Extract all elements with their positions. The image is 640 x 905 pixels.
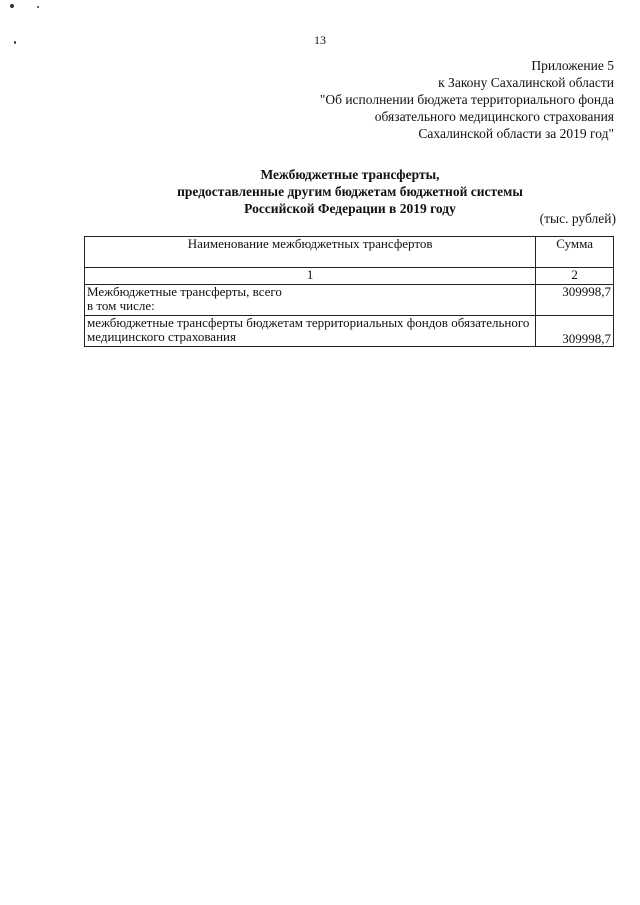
appendix-line: Приложение 5: [531, 58, 614, 73]
row-name-line: Межбюджетные трансферты, всего: [87, 284, 282, 299]
units-label: (тыс. рублей): [539, 211, 616, 226]
appendix-line: обязательного медицинского страхования: [374, 109, 614, 124]
appendix-line: к Закону Сахалинской области: [438, 75, 614, 90]
page-number: 13: [314, 33, 326, 47]
scan-speck: [37, 6, 39, 8]
column-number-2: 2: [536, 268, 614, 285]
row-name-line: в том числе:: [87, 298, 155, 313]
transfers-table: [84, 236, 614, 347]
table-row: [85, 316, 614, 347]
document-title: [0, 166, 640, 217]
column-number-row: [85, 268, 614, 285]
row-sum-cell: 309998,7: [536, 285, 614, 316]
table-header-row: [85, 237, 614, 268]
row-sum-cell: 309998,7: [536, 316, 614, 347]
appendix-reference: [320, 57, 614, 142]
row-name-line: межбюджетные трансферты бюджетам территориальных фондов обязательного: [87, 315, 530, 330]
row-name-cell: [85, 285, 536, 316]
header-name-cell: Наименование межбюджетных трансфертов: [85, 237, 536, 268]
appendix-line: Сахалинской области за 2019 год": [418, 126, 614, 141]
scan-speck: [10, 4, 14, 8]
row-name-line: медицинского страхования: [87, 329, 236, 344]
row-name-cell: [85, 316, 536, 347]
title-line: предоставленные другим бюджетам бюджетной системы: [177, 184, 523, 199]
title-line: Российской Федерации в 2019 году: [244, 201, 456, 216]
column-number-1: 1: [85, 268, 536, 285]
title-line: Межбюджетные трансферты,: [260, 167, 440, 182]
header-sum-cell: Сумма: [536, 237, 614, 268]
appendix-line: "Об исполнении бюджета территориального фонда: [319, 92, 614, 107]
table-row: [85, 285, 614, 316]
